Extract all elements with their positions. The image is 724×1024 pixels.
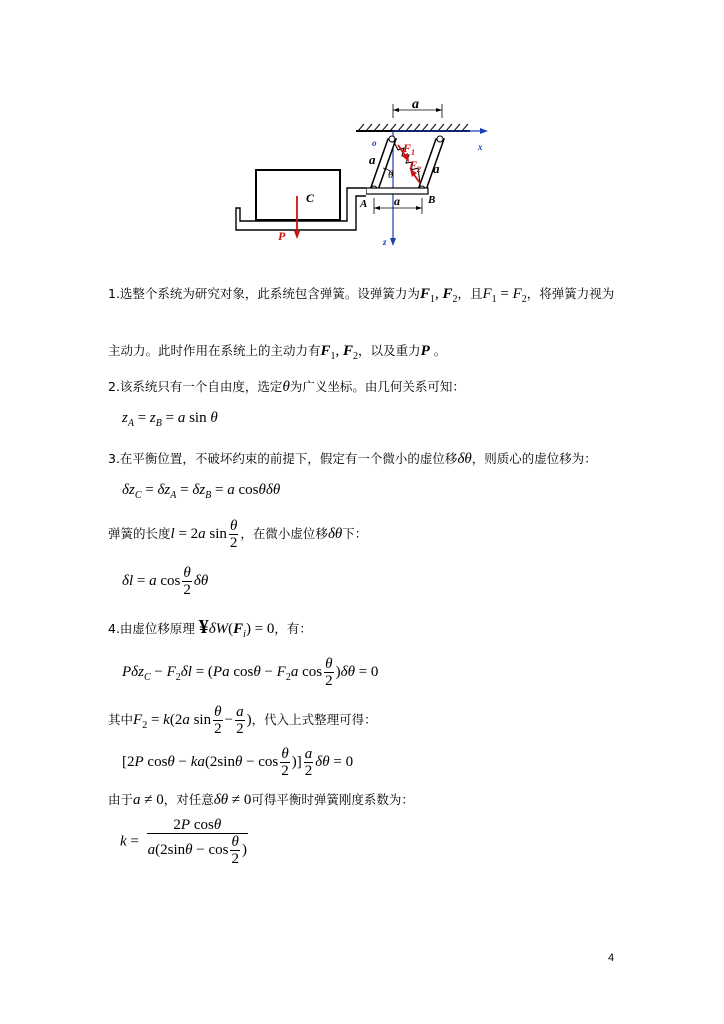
step3-line2: 弹簧的长度l = 2a sin $\frac{\theta}{2}$ ，在微小虚位移δθ下： xyxy=(108,518,368,551)
step2-line: 2.该系统只有一个自由度，选定θ为广义坐标。由几何关系可知： xyxy=(108,379,465,395)
equation-delta-z: $\delta z_C = \delta z_A = \delta z_B = a$ cosθδθ xyxy=(122,482,281,501)
label-x: x xyxy=(478,142,483,152)
label-c: C xyxy=(306,191,315,205)
equation-delta-l: δl = a cos $\frac{\theta}{2}$ δθ xyxy=(122,565,209,598)
step4-line2: 其中$F_2 = k(2a$ sin $\frac{\theta}{2}$ − $\frac{a}{2}$ )，代入上式整理可得： xyxy=(108,704,377,737)
label-p: P xyxy=(278,229,286,243)
label-f2: $F_2$ xyxy=(409,158,422,174)
equation-k: k = 2P cosθ a(2sinθ − cos $\frac{\theta}{2}$ ) xyxy=(120,817,247,867)
label-f1: $F_1$ xyxy=(403,141,416,157)
equation-simplified: [2P cosθ − ka(2sinθ − cos $\frac{\theta}{2}$ )] $\frac{a}{2}$ δθ = 0 xyxy=(122,746,354,779)
right-link xyxy=(418,139,444,190)
step3-line1: 3.在平衡位置，不破坏约束的前提下，假定有一个微小的虚位移δθ，则质心的虚位移为： xyxy=(108,451,597,467)
label-A: A xyxy=(360,198,368,210)
f1-equals-f2: $F_1 = F_2$ xyxy=(482,286,527,305)
label-a-top: a xyxy=(412,97,419,112)
label-theta: θ xyxy=(388,169,394,181)
ceiling-hatch xyxy=(358,124,468,131)
label-a-left: a xyxy=(369,152,376,167)
equation-virtual-work: $P\delta z_C - F_2\delta l = (Pa$ $\cos\theta - F_2a$ cos $\frac{\theta}{2}$ )δθ = 0 xyxy=(122,656,379,689)
page-number: 4 xyxy=(608,952,615,964)
label-B: B xyxy=(428,194,436,206)
label-a-right: a xyxy=(433,161,440,176)
label-o: o xyxy=(372,138,377,148)
mechanism-figure xyxy=(0,0,724,260)
equation-z: $z_A = z_B = a$ sin θ xyxy=(122,410,218,429)
step1-line2: 主动力。此时作用在系统上的主动力有$F_1$, $F_2$，以及重力P 。 xyxy=(108,343,447,362)
step1-line1: 1.选整个系统为研究对象，此系统包含弹簧。设弹簧力为$F_1$, $F_2$，且$F_1 = F_2$，将弹簧力视为 xyxy=(108,286,615,305)
label-a-mid: a xyxy=(394,194,400,208)
label-z: z xyxy=(383,237,387,247)
step4-line3: 由于a ≠ 0，对任意δθ ≠ 0可得平衡时弹簧刚度系数为： xyxy=(108,792,414,808)
step4-line1: 4.由虚位移原理 $¥\delta W(F_i) = 0$，有： xyxy=(108,616,312,640)
box-c xyxy=(256,170,340,220)
f1-f2-symbols: $F_1$, $F_2$ xyxy=(419,286,458,305)
